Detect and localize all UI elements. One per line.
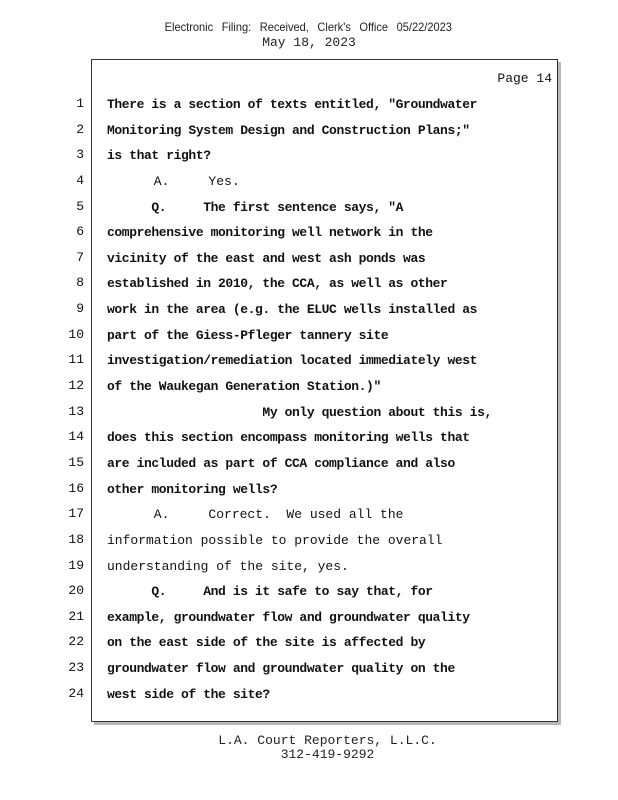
transcript-line: Q. The first sentence says, "A — [107, 199, 404, 215]
transcript-line: understanding of the site, yes. — [107, 558, 349, 574]
transcript-line: My only question about this is, — [107, 404, 492, 420]
transcript-line: A. Yes. — [107, 173, 240, 189]
line-number: 16 — [68, 480, 84, 496]
transcript-line: is that right? — [107, 148, 211, 164]
transcript-line: are included as part of CCA compliance and also — [107, 455, 455, 471]
line-number: 10 — [68, 326, 84, 342]
transcript-line: Monitoring System Design and Construction Plans;" — [107, 122, 470, 138]
transcript-page — [91, 59, 558, 722]
transcript-line: west side of the site? — [107, 686, 270, 702]
line-number: 14 — [68, 429, 84, 445]
transcript-line: A. Correct. We used all the — [107, 507, 404, 523]
document-date: May 18, 2023 — [262, 35, 356, 50]
line-number: 22 — [68, 634, 84, 650]
line-number: 9 — [76, 301, 84, 317]
transcript-line: on the east side of the site is affected by — [107, 635, 426, 651]
line-number-column — [60, 91, 84, 706]
page-number: Page 14 — [497, 71, 552, 86]
line-number: 24 — [68, 685, 84, 701]
line-number: 7 — [76, 249, 84, 265]
transcript-line: work in the area (e.g. the ELUC wells installed as — [107, 302, 478, 318]
transcript-line: does this section encompass monitoring wells that — [107, 430, 470, 446]
line-number: 20 — [68, 583, 84, 599]
line-number: 6 — [76, 224, 84, 240]
line-number: 4 — [76, 172, 84, 188]
line-number: 2 — [76, 121, 84, 137]
transcript-line: part of the Giess-Pfleger tannery site — [107, 327, 389, 343]
transcript-line: comprehensive monitoring well network in the — [107, 225, 433, 241]
transcript-line: investigation/remediation located immediately west — [107, 353, 478, 369]
transcript-line: vicinity of the east and west ash ponds was — [107, 250, 426, 266]
transcript-line: There is a section of texts entitled, "Groundwater — [107, 97, 478, 112]
line-number: 12 — [68, 378, 84, 394]
court-reporter-name: L.A. Court Reporters, L.L.C. — [218, 733, 437, 748]
court-reporter-phone: 312-419-9292 — [280, 747, 375, 762]
line-number: 17 — [68, 506, 84, 522]
transcript-line: of the Waukegan Generation Station.)" — [107, 379, 381, 395]
filing-stamp: Electronic Filing: Received, Clerk's Office 05/22/2023 — [164, 20, 452, 34]
transcript-line: Q. And is it safe to say that, for — [107, 584, 433, 600]
line-number: 3 — [76, 147, 84, 163]
transcript-lines — [107, 92, 552, 707]
line-number: 1 — [76, 96, 84, 111]
transcript-line: other monitoring wells? — [107, 481, 278, 497]
line-number: 19 — [68, 557, 84, 573]
transcript-line: groundwater flow and groundwater quality on the — [107, 661, 455, 677]
line-number: 5 — [76, 198, 84, 214]
line-number: 8 — [76, 275, 84, 291]
transcript-line: information possible to provide the overall — [107, 532, 443, 548]
line-number: 18 — [68, 531, 84, 547]
line-number: 11 — [68, 352, 84, 368]
line-number: 15 — [68, 454, 84, 470]
line-number: 21 — [68, 608, 84, 624]
line-number: 23 — [68, 660, 84, 676]
transcript-line: example, groundwater flow and groundwater quality — [107, 609, 470, 625]
transcript-line: established in 2010, the CCA, as well as other — [107, 276, 448, 292]
line-number: 13 — [68, 403, 84, 419]
